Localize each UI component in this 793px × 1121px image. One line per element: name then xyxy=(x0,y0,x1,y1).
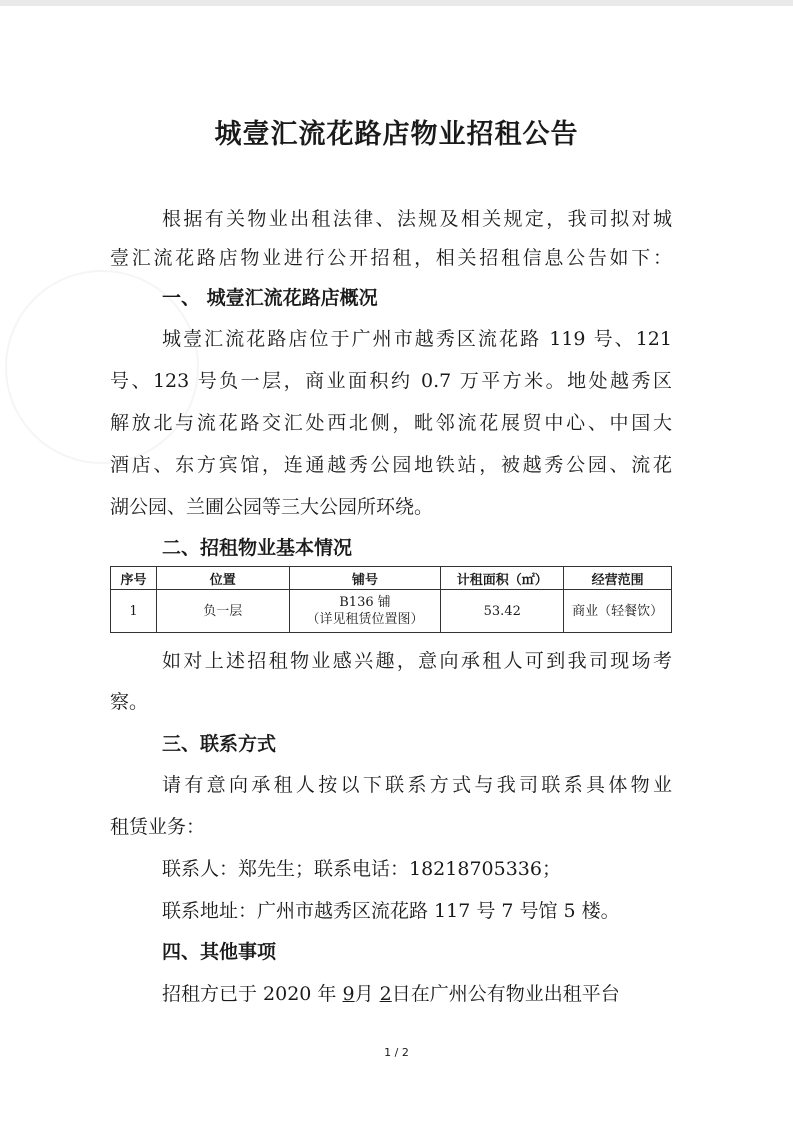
section4-prefix: 招租方已于 2020 年 xyxy=(162,983,343,1005)
page-title: 城壹汇流花路店物业招租公告 xyxy=(214,119,579,150)
intro-line-1: 根据有关物业出租法律、法规及相关规定，我司拟对城 xyxy=(162,208,672,230)
page-number: 1 / 2 xyxy=(384,1046,409,1059)
table-row xyxy=(111,590,672,633)
header-area: 计租面积（㎡） xyxy=(441,567,564,590)
header-scope: 经营范围 xyxy=(564,567,672,590)
table-header-row xyxy=(111,567,672,590)
cell-area: 53.42 xyxy=(441,590,564,633)
intro-line-2: 壹汇流花路店物业进行公开招租，相关招租信息公告如下： xyxy=(110,247,672,269)
header-location: 位置 xyxy=(156,567,289,590)
section4-suffix: 日在广州公有物业出租平台 xyxy=(391,983,620,1005)
address-line: 联系地址：广州市越秀区流花路 117 号 7 号馆 5 楼。 xyxy=(162,900,620,922)
property-table xyxy=(110,566,672,633)
section3-line-1: 请有意向承租人按以下联系方式与我司联系具体物业 xyxy=(162,774,672,796)
section2-after-line-1: 如对上述招租物业感兴趣，意向承租人可到我司现场考 xyxy=(162,650,672,672)
section2-heading: 二、招租物业基本情况 xyxy=(162,537,353,559)
section1-line-3: 解放北与流花路交汇处西北侧，毗邻流花展贸中心、中国大 xyxy=(110,412,672,434)
contact-line: 联系人：郑先生；联系电话：18218705336； xyxy=(162,858,561,880)
scan-edge xyxy=(0,0,793,6)
section1-line-2: 号、123 号负一层，商业面积约 0.7 万平方米。地处越秀区 xyxy=(110,370,672,392)
cell-no: 1 xyxy=(111,590,157,633)
section1-line-4: 酒店、东方宾馆，连通越秀公园地铁站，被越秀公园、流花 xyxy=(110,454,672,476)
cell-shop-no xyxy=(289,590,441,633)
header-no: 序号 xyxy=(111,567,157,590)
cell-location: 负一层 xyxy=(156,590,289,633)
shop-note-text: （详见租赁位置图） xyxy=(306,612,424,627)
shop-no-text: B136 铺 xyxy=(339,595,391,610)
section4-line-1 xyxy=(162,982,620,1006)
section1-line-5: 湖公园、兰圃公园等三大公园所环绕。 xyxy=(110,496,434,518)
header-shop-no: 铺号 xyxy=(289,567,441,590)
section4-heading: 四、其他事项 xyxy=(162,941,277,963)
section4-month-unit: 月 xyxy=(354,983,380,1005)
section4-day: 2 xyxy=(379,983,392,1005)
section1-heading: 一、 城壹汇流花路店概况 xyxy=(162,287,378,309)
section3-heading: 三、联系方式 xyxy=(162,733,277,755)
section1-line-1: 城壹汇流花路店位于广州市越秀区流花路 119 号、121 xyxy=(162,328,672,350)
section4-month: 9 xyxy=(342,983,355,1005)
cell-scope: 商业（轻餐饮） xyxy=(564,590,672,633)
section2-after-line-2: 察。 xyxy=(110,691,149,713)
section3-line-2: 租赁业务： xyxy=(110,816,206,838)
